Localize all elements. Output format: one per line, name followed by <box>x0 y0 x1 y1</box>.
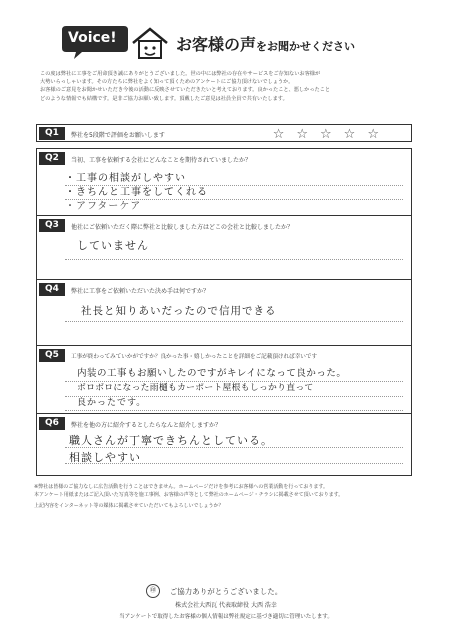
intro-line: 大勢いらっしゃいます。その方たちに弊社をよく知って頂くためのアンケートにご協力頂けないでしょうか。 <box>40 79 294 86</box>
question-label: Q3 <box>39 219 65 232</box>
thanks-text: ご協力ありがとうございました。 <box>169 587 283 596</box>
footer-note-line: 上記内容をインターネット等の媒体に掲載させていただいてもよろしいでしょうか？ <box>34 503 224 509</box>
seal-icon: ㊞ <box>146 584 160 598</box>
house-icon <box>130 26 170 60</box>
rating-stars[interactable]: ☆☆☆☆☆ <box>272 127 391 142</box>
question-text: 工事が終わってみていかがですか？良かった事・嬉しかったことを詳細をご記載頂ければ幸いです <box>71 354 318 360</box>
answer-text: ・きちんと工事をしてくれる <box>65 187 208 198</box>
footer-note-line: ※弊社は皆様のご協力なしに広告活動を行うことはできません。ホームページだけを参考にお客様への営業活動を行っております。 <box>34 484 328 490</box>
answer-text: していません <box>77 239 149 252</box>
question-text: 弊社に工事をご依頼いただいた決め手は何ですか？ <box>71 288 210 295</box>
question-label: Q1 <box>39 127 65 140</box>
title-main: お客様の声 <box>176 35 257 54</box>
question-label: Q2 <box>39 152 65 165</box>
survey-header <box>60 22 400 64</box>
question-text: 弊社を5段階で評価をお願いします <box>71 132 165 139</box>
footer-notes <box>34 484 414 511</box>
answer-text: 内装の工事もお願いしたのですがキレイになって良かった。 <box>77 368 347 379</box>
question-block <box>36 148 412 476</box>
answer-text: ボロボロになった雨樋もカーポート屋根もしっかり直って <box>77 383 314 393</box>
answer-text: ・アフターケア <box>65 201 142 212</box>
title-sub: をお聞かせください <box>256 40 356 53</box>
answer-text: 相談しやすい <box>69 451 141 464</box>
question-label: Q4 <box>39 283 65 296</box>
question-text: 他社にご依頼いただく際に弊社と比較しました方はどこの会社と比較しましたか？ <box>71 224 294 231</box>
intro-text <box>40 70 412 103</box>
question-q1 <box>36 124 412 142</box>
intro-line: お客様のご意見をお聞かせいただき今後の活動に反映させていただきたいと考えております。良かったこと、悪しかったこと <box>40 87 331 94</box>
page-title <box>176 32 355 55</box>
intro-line: どのような情報でも結構です。是非ご協力お願い致します。頂戴したご意見は社員全員で共有いたします。 <box>40 95 288 102</box>
footer-note-line: 本アンケート用紙またはご記入頂いた写真等を施工事例、お客様の声等として弊社のホームページ・チラシに掲載させて頂いております。 <box>34 491 344 498</box>
intro-line: この度は弊社に工事をご用命頂き誠にありがとうございました。世の中には弊社の存在やサービスをご存知ないお客様が <box>40 71 321 77</box>
question-label: Q5 <box>39 349 65 362</box>
company-name: 株式会社大西瓦 代表取締役 大西 浩幸 <box>175 602 277 609</box>
answer-text: 職人さんが丁寧できちんとしている。 <box>69 434 273 447</box>
answer-text: ・工事の相談がしやすい <box>65 173 186 184</box>
question-text: 当初、工事を依頼する会社にどんなことを期待されていましたか？ <box>71 157 252 164</box>
voice-label: Voice! <box>68 30 117 46</box>
question-label: Q6 <box>39 417 65 430</box>
answer-text: 社長と知りあいだったので信用できる <box>81 305 277 317</box>
question-text: 弊社を他の方に紹介するとしたらなんと紹介しますか？ <box>71 422 222 429</box>
privacy-note: 当アンケートで取得したお客様の個人情報は弊社規定に基づき適切に管理いたします。 <box>119 614 333 620</box>
answer-text: 良かったです。 <box>77 398 147 408</box>
